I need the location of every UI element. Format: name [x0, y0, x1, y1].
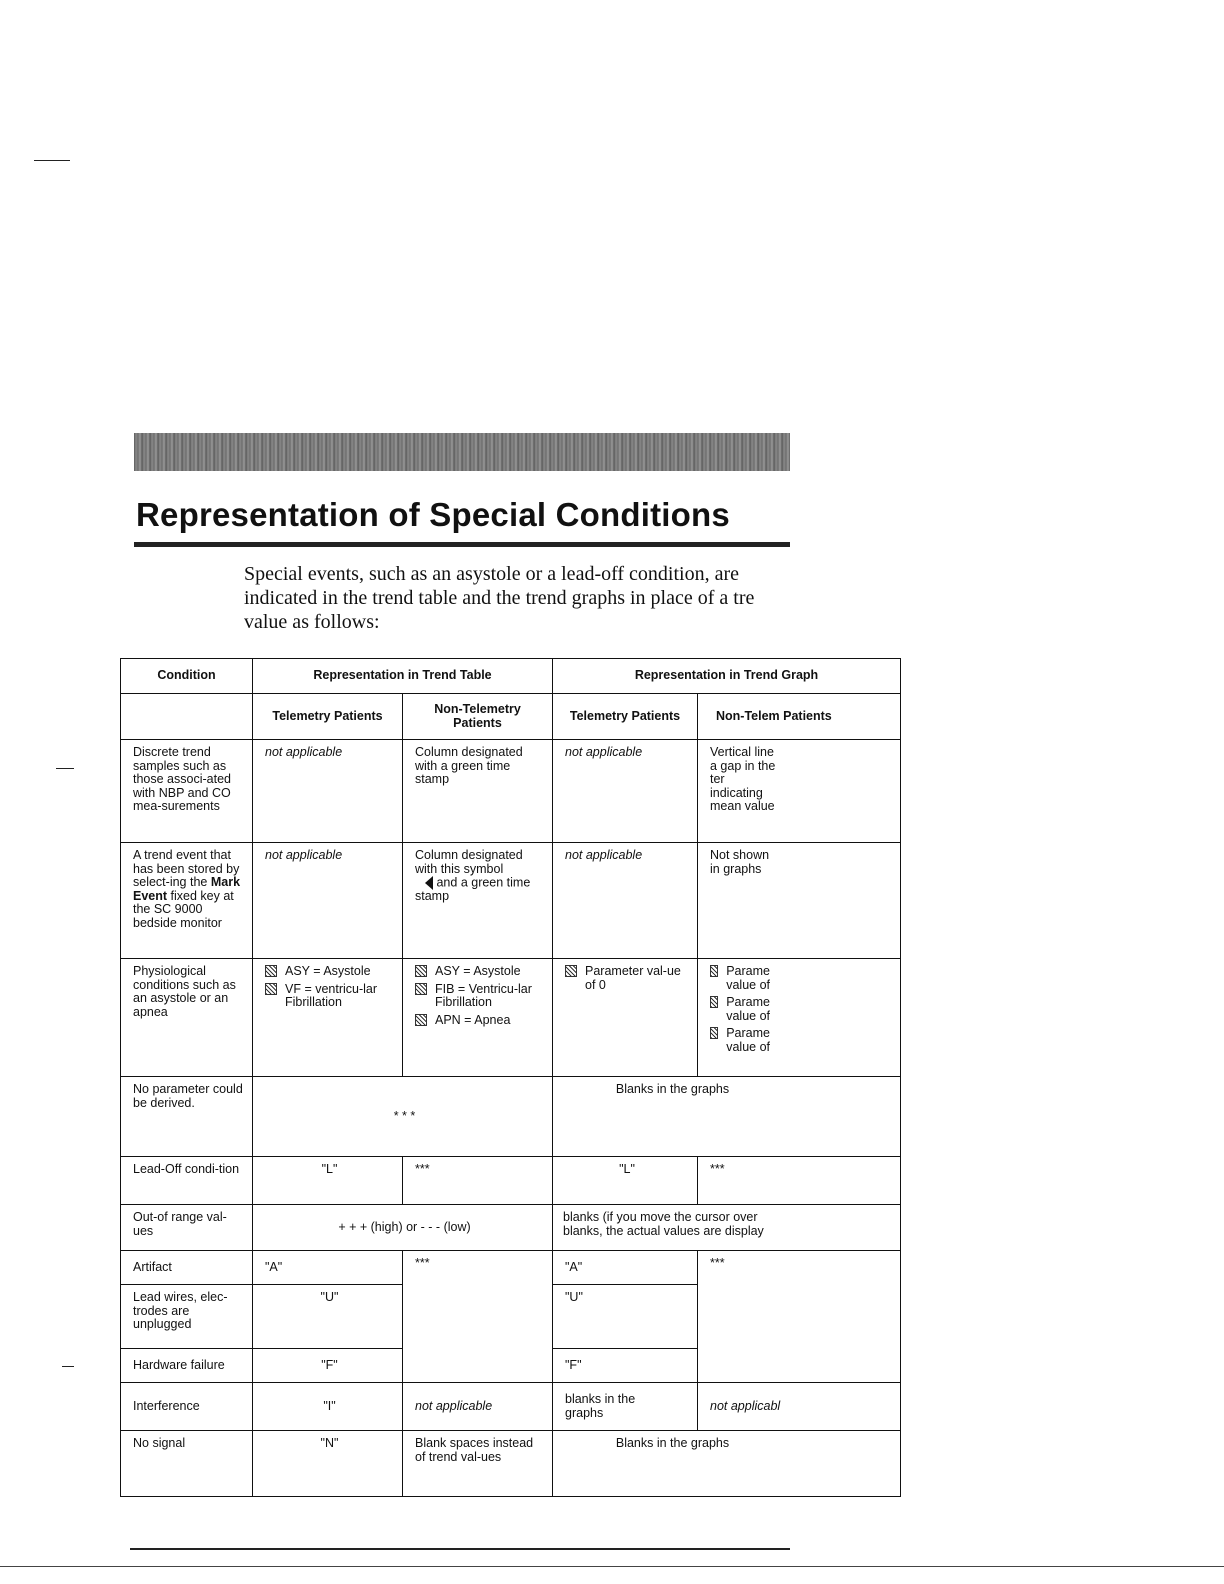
- asystole-icon: [565, 965, 577, 977]
- tt-telemetry-cell: "U": [253, 1285, 403, 1349]
- header-row: [121, 659, 901, 694]
- tt-telemetry-cell: "I": [253, 1383, 403, 1431]
- list-item: Parame value of: [710, 965, 770, 992]
- condition-cell: [121, 843, 253, 959]
- tg-non-telemetry-cell: not applicabl: [698, 1383, 901, 1431]
- subheader-empty: [121, 694, 253, 740]
- tt-non-telemetry-cell: not applicable: [403, 1383, 553, 1431]
- header-band: [134, 433, 790, 471]
- tg-telemetry-cell: blanks in the graphs: [553, 1383, 698, 1431]
- list-item: ASY = Asystole: [415, 965, 544, 979]
- trend-table-cell: * * *: [253, 1077, 553, 1157]
- header-condition: Condition: [121, 659, 253, 694]
- fibrillation-icon: [710, 996, 718, 1008]
- tt-telemetry-cell: "A": [253, 1251, 403, 1285]
- footer-rule: [130, 1548, 790, 1550]
- page-edge-rule: [0, 1566, 1224, 1567]
- margin-mark: [34, 160, 70, 161]
- page-title: Representation of Special Conditions: [136, 496, 730, 533]
- list-item: Parame value of: [710, 1027, 770, 1054]
- intro-line: value as follows:: [244, 611, 380, 633]
- condition-cell: Interference: [121, 1383, 253, 1431]
- table-row: [121, 1251, 901, 1285]
- subheader-tt-telemetry: Telemetry Patients: [253, 694, 403, 740]
- tt-non-telemetry-cell: ***: [403, 1251, 553, 1383]
- tt-telemetry-cell: "F": [253, 1349, 403, 1383]
- mark-event-key-label: Mark Event: [133, 875, 241, 903]
- tg-non-telemetry-cell: ***: [698, 1251, 901, 1383]
- tt-telemetry-cell: not applicable: [253, 843, 403, 959]
- list-item: FIB = Ventricu-lar Fibrillation: [415, 983, 544, 1010]
- tg-telemetry-cell: "L": [553, 1157, 698, 1205]
- trend-graph-cell: Blanks in the graphs: [553, 1077, 901, 1157]
- list-item: ASY = Asystole: [265, 965, 394, 979]
- table-row: [121, 1205, 901, 1251]
- tt-non-telemetry-cell: [403, 959, 553, 1077]
- tg-telemetry-cell: not applicable: [553, 740, 698, 843]
- subheader-tt-non-telemetry: Non-Telemetry Patients: [403, 694, 553, 740]
- subheader-tg-non-telemetry: Non-Telem Patients: [698, 694, 901, 740]
- list-item: Parame value of: [710, 996, 770, 1023]
- table-row: [121, 1077, 901, 1157]
- apnea-icon: [710, 1027, 718, 1039]
- intro-line: Special events, such as an asystole or a lead-off condition, are: [244, 563, 740, 585]
- fibrillation-icon: [415, 983, 427, 995]
- tg-non-telemetry-cell: [698, 959, 901, 1077]
- trend-graph-cell: blanks (if you move the cursor over blanks, the actual values are display: [553, 1205, 901, 1251]
- condition-text: fixed key at the SC 9000 bedside monitor: [133, 888, 234, 930]
- list-item: VF = ventricu-lar Fibrillation: [265, 983, 394, 1010]
- cell-text: Column designated with this symbol: [415, 848, 523, 876]
- tg-telemetry-cell: "A": [553, 1251, 698, 1285]
- cell-text: and a green time stamp: [415, 875, 531, 903]
- intro-paragraph: [244, 562, 790, 634]
- condition-cell: Artifact: [121, 1251, 253, 1285]
- condition-cell: Lead wires, elec-trodes are unplugged: [121, 1285, 253, 1349]
- condition-cell: Physiological conditions such as an asystole or an apnea: [121, 959, 253, 1077]
- apnea-icon: [415, 1014, 427, 1026]
- fibrillation-icon: [265, 983, 277, 995]
- asystole-icon: [415, 965, 427, 977]
- table-viewport: [120, 658, 832, 1496]
- condition-cell: Discrete trend samples such as those associ-ated with NBP and CO mea-surements: [121, 740, 253, 843]
- margin-mark: [62, 1366, 74, 1367]
- tt-telemetry-cell: "L": [253, 1157, 403, 1205]
- tg-non-telemetry-cell: Vertical line a gap in the ter indicating mean value: [698, 740, 901, 843]
- tg-telemetry-cell: [553, 959, 698, 1077]
- tg-non-telemetry-cell: ***: [698, 1157, 901, 1205]
- mark-event-symbol-icon: [425, 876, 433, 890]
- asystole-icon: [265, 965, 277, 977]
- subheader-tg-telemetry: Telemetry Patients: [553, 694, 698, 740]
- list-item: APN = Apnea: [415, 1014, 544, 1028]
- intro-line: indicated in the trend table and the trend graphs in place of a tre: [244, 587, 755, 609]
- tt-telemetry-cell: "N": [253, 1431, 403, 1497]
- condition-cell: Lead-Off condi-tion: [121, 1157, 253, 1205]
- table-row: [121, 843, 901, 959]
- tg-telemetry-cell: "U": [553, 1285, 698, 1349]
- condition-text: A trend event that has been stored by select-ing the: [133, 848, 240, 889]
- title-rule: [134, 542, 790, 547]
- condition-cell: No signal: [121, 1431, 253, 1497]
- condition-cell: Hardware failure: [121, 1349, 253, 1383]
- tt-non-telemetry-cell: ***: [403, 1157, 553, 1205]
- tt-telemetry-cell: [253, 959, 403, 1077]
- condition-cell: No parameter could be derived.: [121, 1077, 253, 1157]
- subheader-row: [121, 694, 901, 740]
- condition-cell: Out-of range val-ues: [121, 1205, 253, 1251]
- header-trend-graph: Representation in Trend Graph: [553, 659, 901, 694]
- table-row: [121, 1383, 901, 1431]
- trend-graph-cell: Blanks in the graphs: [553, 1431, 901, 1497]
- tg-telemetry-cell: "F": [553, 1349, 698, 1383]
- table-row: [121, 1431, 901, 1497]
- asystole-icon: [710, 965, 718, 977]
- tg-non-telemetry-cell: Not shown in graphs: [698, 843, 901, 959]
- tg-telemetry-cell: not applicable: [553, 843, 698, 959]
- header-trend-table: Representation in Trend Table: [253, 659, 553, 694]
- tt-telemetry-cell: not applicable: [253, 740, 403, 843]
- tt-non-telemetry-cell: Column designated with a green time stamp: [403, 740, 553, 843]
- table-row: [121, 959, 901, 1077]
- tt-non-telemetry-cell: [403, 843, 553, 959]
- margin-mark: [56, 768, 74, 769]
- table-row: [121, 1157, 901, 1205]
- trend-table-cell: + + + (high) or - - - (low): [253, 1205, 553, 1251]
- table-row: [121, 740, 901, 843]
- list-item: Parameter val-ue of 0: [565, 965, 689, 992]
- special-conditions-table: [120, 658, 901, 1497]
- tt-non-telemetry-cell: Blank spaces instead of trend val-ues: [403, 1431, 553, 1497]
